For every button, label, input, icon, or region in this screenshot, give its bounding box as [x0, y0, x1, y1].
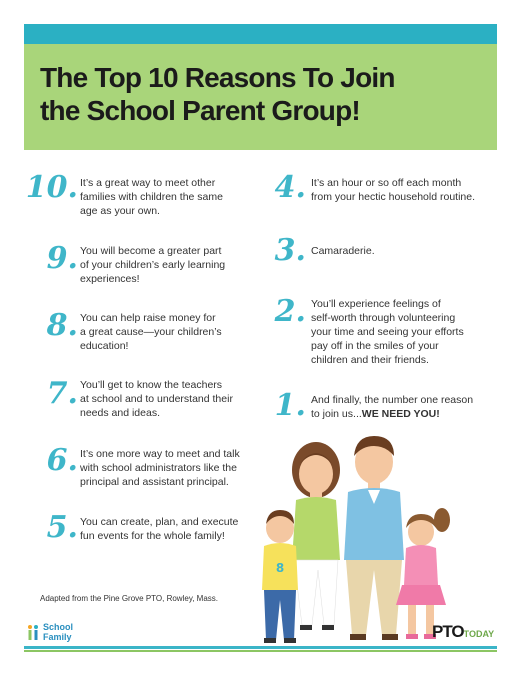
reason-text	[311, 176, 501, 204]
reason-line: families with children the same	[80, 191, 223, 203]
top-teal-band	[24, 24, 497, 44]
reason-line: You’ll experience feelings of	[311, 298, 441, 310]
reason-text	[311, 244, 501, 258]
reason-line: You’ll get to know the teachers	[80, 379, 223, 391]
reason-number: 10.	[25, 170, 78, 205]
title-line-1: The Top 10 Reasons To Join	[40, 62, 395, 93]
reason-emphasis: WE NEED YOU!	[361, 408, 440, 420]
source-credit: Adapted from the Pine Grove PTO, Rowley, Mass.	[40, 594, 218, 603]
reason-line: pay off in the smiles of your	[311, 340, 439, 352]
reason-line: age as your own.	[80, 205, 160, 217]
reason-text	[311, 393, 501, 421]
reason-number: 6.	[46, 443, 78, 478]
reason-text	[80, 244, 270, 286]
logo-line-1: School	[43, 622, 74, 632]
reason-text	[80, 311, 270, 353]
reason-line: education!	[80, 340, 129, 352]
reason-line: self-worth through volunteering	[311, 312, 456, 324]
reason-line: You can create, plan, and execute	[80, 516, 239, 528]
reason-line: principal and assistant principal.	[80, 476, 229, 488]
reason-line: You can help raise money for	[80, 312, 216, 324]
pto-today-logo	[432, 622, 495, 642]
reason-line: to join us...	[311, 408, 362, 420]
reason-line: at school and to understand their	[80, 393, 233, 405]
reason-line: It’s a great way to meet other	[80, 177, 216, 189]
school-family-icon	[26, 624, 40, 642]
reason-line: fun events for the whole family!	[80, 530, 225, 542]
reason-line: Camaraderie.	[311, 245, 375, 257]
reason-number: 4.	[274, 170, 306, 205]
reason-line: children and their friends.	[311, 354, 429, 366]
logo-line-2: Family	[43, 632, 72, 642]
boy-figure	[262, 510, 298, 643]
reason-number: 2.	[274, 294, 306, 329]
reason-line: your time and seeing your efforts	[311, 326, 464, 338]
reason-text	[80, 515, 270, 543]
reason-line: from your hectic household routine.	[311, 191, 476, 203]
reason-number: 7.	[46, 376, 78, 411]
reason-line: needs and ideas.	[80, 407, 160, 419]
reason-line: with school administrators like the	[80, 462, 237, 474]
reason-number: 5.	[46, 510, 78, 545]
bottom-green-rule	[24, 650, 497, 652]
title-line-2: the School Parent Group!	[40, 95, 360, 126]
reason-number: 3.	[274, 233, 306, 268]
school-family-logo	[26, 622, 86, 644]
school-family-wordmark	[43, 622, 73, 642]
today-wordmark: TODAY	[463, 629, 495, 639]
reason-number: 8.	[46, 308, 78, 343]
reason-number: 9.	[46, 241, 78, 276]
reason-line: a great cause—your children’s	[80, 326, 222, 338]
reason-text	[80, 447, 270, 489]
reason-text	[311, 297, 501, 367]
pto-wordmark: PTO	[432, 622, 464, 641]
family-illustration	[256, 420, 466, 648]
reason-line: You will become a greater part	[80, 245, 222, 257]
reason-text	[80, 176, 270, 218]
father-figure	[344, 436, 404, 640]
girl-figure	[396, 508, 450, 639]
bottom-teal-rule	[24, 646, 497, 649]
page-title	[40, 61, 480, 127]
reason-number: 1.	[274, 388, 306, 423]
reason-line: And finally, the number one reason	[311, 394, 474, 406]
reason-text	[80, 378, 270, 420]
mother-figure	[292, 442, 340, 630]
reason-line: It’s an hour or so off each month	[311, 177, 462, 189]
reason-line: It’s one more way to meet and talk	[80, 448, 240, 460]
reason-line: experiences!	[80, 273, 140, 285]
reason-line: of your children’s early learning	[80, 259, 226, 271]
svg-text:8: 8	[275, 561, 285, 575]
